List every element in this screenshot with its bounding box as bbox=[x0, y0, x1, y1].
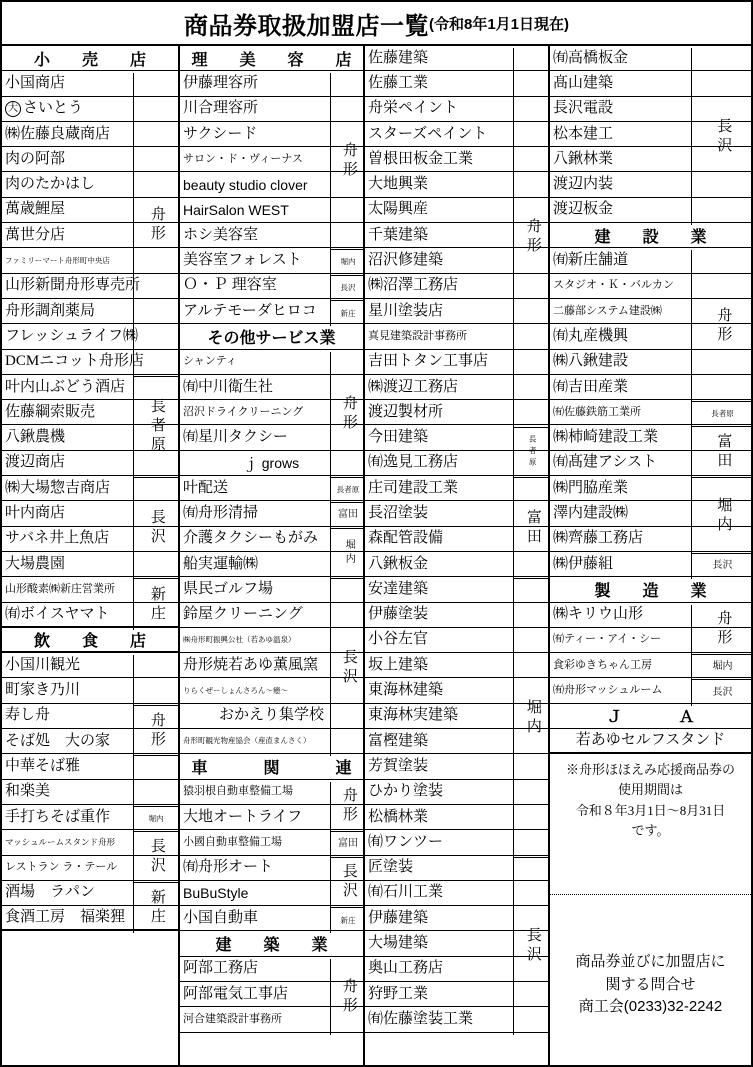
store-name: 山形酸素㈱新庄営業所 bbox=[5, 582, 115, 595]
store-name: ㈲ボイスヤマト bbox=[5, 605, 110, 622]
store-name: おかえり集学校 bbox=[218, 707, 324, 724]
store-name: シャンティ bbox=[183, 355, 237, 368]
region-label bbox=[514, 428, 550, 479]
store-name: 萬歳鯉屋 bbox=[5, 201, 66, 218]
region-label bbox=[514, 48, 550, 428]
region-label bbox=[331, 579, 365, 756]
store-name: 真見建築設計事務所 bbox=[368, 329, 467, 342]
region-label bbox=[692, 655, 753, 680]
store-name: ㈲石川工業 bbox=[368, 884, 444, 901]
region-column bbox=[330, 73, 365, 326]
store-name: ㈱舟形町振興公社（若あゆ温泉） bbox=[183, 635, 296, 645]
note-line: 令和８年3月1日〜8月31日 bbox=[575, 802, 726, 818]
section-header-food: 飲 食 店 bbox=[2, 628, 178, 653]
store-name: 猿羽根自動車整備工場 bbox=[183, 785, 293, 798]
region-label-text: 長沢 bbox=[712, 686, 733, 698]
region-label bbox=[331, 352, 365, 479]
region-label bbox=[134, 756, 178, 807]
store-name: 大地オートライフ bbox=[183, 808, 303, 825]
region-label-text: 堀内 bbox=[340, 257, 356, 267]
region-label bbox=[134, 478, 178, 579]
column1-filler bbox=[2, 931, 178, 1065]
store-name: 伊藤理容所 bbox=[183, 74, 259, 91]
region-column bbox=[691, 48, 753, 225]
region-label-text: 新庄 bbox=[340, 915, 356, 925]
section-header-architecture: 建 築 業 bbox=[180, 931, 363, 956]
region-label bbox=[331, 276, 365, 301]
store-name: マッシュルームスタンド舟形 bbox=[5, 837, 115, 848]
region-label-text: 富田 bbox=[524, 509, 541, 548]
store-name: 町家き乃川 bbox=[5, 682, 81, 699]
region-label bbox=[692, 427, 753, 478]
page-title bbox=[2, 2, 751, 46]
store-name: 星川塗装店 bbox=[368, 302, 444, 319]
store-name: 八鍬農機 bbox=[5, 429, 66, 446]
store-name: 渡辺製材所 bbox=[368, 403, 444, 420]
store-name: サバネ井上魚店 bbox=[5, 530, 110, 547]
store-name: ㈱柿崎建設工業 bbox=[553, 429, 659, 446]
region-label bbox=[331, 250, 365, 275]
store-name: 松本建工 bbox=[553, 125, 614, 142]
store-name: 大場建築 bbox=[368, 935, 429, 952]
table-row bbox=[550, 729, 751, 754]
store-name: ㈲舟形マッシュルーム bbox=[553, 684, 663, 697]
region-label-text: 富田 bbox=[715, 433, 732, 472]
store-name: 太陽興産 bbox=[368, 201, 429, 218]
store-name: 介護タクシーもがみ bbox=[183, 530, 319, 547]
region-label bbox=[134, 655, 178, 706]
region-label-text: 舟形 bbox=[715, 306, 732, 345]
region-column bbox=[513, 48, 550, 1035]
region-label bbox=[692, 402, 753, 427]
store-name: 和楽美 bbox=[5, 783, 51, 800]
region-label bbox=[134, 706, 178, 757]
store-name: ㈱キリウ山形 bbox=[553, 606, 644, 623]
region-label-text: 長沢 bbox=[148, 838, 165, 877]
region-label-text: 長者原 bbox=[711, 409, 734, 419]
store-name: 沼沢修建築 bbox=[368, 252, 444, 269]
region-label-text: 新庄 bbox=[340, 308, 356, 318]
store-name: 大 さいとう bbox=[2, 97, 178, 121]
store-name: ㈲ティー・アイ・シー bbox=[553, 633, 662, 646]
region-label bbox=[134, 883, 178, 934]
region-label-text: 富田 bbox=[338, 509, 358, 521]
store-name: beauty studio clover bbox=[183, 176, 308, 193]
region-label-text: 舟形 bbox=[148, 711, 165, 750]
region-label bbox=[331, 503, 365, 528]
region-label bbox=[514, 478, 550, 579]
region-label-text: 長者原 bbox=[336, 485, 360, 495]
store-name: 小國自動車整備工場 bbox=[183, 835, 282, 848]
region-label bbox=[134, 377, 178, 478]
store-name: ㈲新庄舗道 bbox=[553, 252, 629, 269]
region-label-text: 長沢 bbox=[148, 509, 165, 548]
region-label bbox=[514, 579, 550, 857]
region-label bbox=[331, 782, 365, 833]
store-name: 東海林建築 bbox=[368, 682, 444, 699]
store-name: ㈲佐藤鉄筋工業所 bbox=[553, 405, 641, 418]
note-line: 使用期間は bbox=[617, 782, 683, 798]
region-label bbox=[331, 529, 365, 580]
store-name: 佐藤綱索販売 bbox=[5, 403, 96, 420]
store-name: ㈱門脇産業 bbox=[553, 479, 629, 496]
store-name: 坂上建築 bbox=[368, 656, 429, 673]
store-name: 河合建築設計事務所 bbox=[183, 1012, 282, 1025]
store-name: Ｏ・Ｐ 理容室 bbox=[183, 277, 277, 294]
store-name: 大地興業 bbox=[368, 176, 429, 193]
contact-line: 商工会(0233)32-2242 bbox=[578, 998, 723, 1016]
store-name: 小国川観光 bbox=[5, 656, 81, 673]
store-name: 川合理容所 bbox=[183, 100, 259, 117]
store-name: ㈲逸見工務店 bbox=[368, 454, 459, 471]
store-name: 吉田トタン工事店 bbox=[368, 353, 489, 370]
region-column bbox=[330, 959, 365, 1035]
region-label-text: 堀内 bbox=[712, 661, 733, 673]
store-name: 山形新聞舟形専売所 bbox=[5, 277, 141, 294]
store-name: 肉のたかはし bbox=[5, 176, 96, 193]
region-label bbox=[134, 73, 178, 377]
region-label-text: 舟形 bbox=[524, 218, 541, 257]
store-name: 東海林実建築 bbox=[368, 707, 459, 724]
store-name: 若あゆセルフスタンド bbox=[575, 732, 726, 749]
region-label bbox=[134, 832, 178, 883]
contact-line: 関する問合せ bbox=[605, 975, 696, 993]
region-label-text: 新庄 bbox=[148, 889, 165, 928]
region-label-text: 堀内 bbox=[715, 496, 732, 535]
section-header-construction: 建 設 業 bbox=[550, 223, 751, 248]
region-label bbox=[134, 807, 178, 832]
store-name: ㈲中川衛生社 bbox=[183, 378, 274, 395]
section-header-beauty: 理 美 容 店 bbox=[180, 46, 363, 71]
column2-filler bbox=[180, 1033, 363, 1065]
store-name: ㈱渡辺工務店 bbox=[368, 378, 459, 395]
store-name: 長沼塗装 bbox=[368, 504, 429, 521]
region-label-text: 長沢 bbox=[340, 282, 356, 292]
store-name: 大場農園 bbox=[5, 555, 66, 572]
store-name: ㈲丸産機興 bbox=[553, 327, 629, 344]
region-label-text: 富田 bbox=[338, 838, 358, 850]
region-label-text: 舟形 bbox=[148, 205, 165, 244]
region-label-text: 舟形 bbox=[715, 610, 732, 649]
page-title-sub: (令和8年1月1日現在) bbox=[428, 15, 570, 33]
store-name: 今田建築 bbox=[368, 429, 429, 446]
store-name: 肉の阿部 bbox=[5, 150, 66, 167]
store-name: 萬世分店 bbox=[5, 226, 66, 243]
store-name: ㈲ワンツー bbox=[368, 833, 444, 850]
store-name: ㈲佐藤塗装工業 bbox=[368, 1010, 474, 1027]
region-label bbox=[331, 73, 365, 250]
region-column bbox=[133, 73, 178, 630]
store-name: 小国商店 bbox=[5, 74, 66, 91]
region-column bbox=[691, 250, 753, 579]
region-label-text: 堀内 bbox=[524, 698, 541, 737]
store-name: DCMニコット舟形店 bbox=[5, 353, 144, 370]
store-name: 匠塗装 bbox=[368, 859, 414, 876]
region-label bbox=[331, 908, 365, 933]
section-header-ja: Ｊ Ａ bbox=[550, 704, 751, 729]
store-name: 舟形焼若あゆ薫風窯 bbox=[183, 656, 319, 673]
store-name: 舟形調剤薬局 bbox=[5, 302, 96, 319]
store-name: 庄司建設工業 bbox=[368, 479, 459, 496]
store-name: 船実運輸㈱ bbox=[183, 555, 259, 572]
store-name: ㈲吉田産業 bbox=[553, 378, 629, 395]
region-column bbox=[691, 605, 753, 706]
store-name: ひかり塗装 bbox=[368, 783, 444, 800]
store-name: 美容室フォレスト bbox=[183, 252, 302, 269]
region-label bbox=[514, 858, 550, 1035]
region-label bbox=[692, 605, 753, 656]
region-label-text: 堀内 bbox=[148, 814, 164, 823]
directory-columns bbox=[2, 46, 751, 1065]
region-label bbox=[331, 959, 365, 1035]
note-line: ※舟形ほほえみ応援商品券の bbox=[565, 762, 735, 778]
contact-line: 商品券並びに加盟店に bbox=[575, 953, 726, 971]
store-name: 伊藤塗装 bbox=[368, 606, 429, 623]
region-label bbox=[692, 250, 753, 402]
column3-filler bbox=[365, 1033, 548, 1065]
region-column bbox=[330, 352, 365, 757]
region-label-text: 新庄 bbox=[148, 585, 165, 624]
store-name: 狩野工業 bbox=[368, 985, 429, 1002]
store-name: ㈲髙建アシスト bbox=[553, 454, 657, 471]
region-label bbox=[331, 478, 365, 503]
store-name: ㈱伊藤組 bbox=[553, 555, 614, 572]
store-name: 芳賀塗装 bbox=[368, 757, 429, 774]
store-name: ㈲舟形オート bbox=[183, 859, 274, 876]
region-column bbox=[133, 655, 178, 933]
region-label-text: 長沢 bbox=[340, 648, 357, 687]
region-label-text: 長沢 bbox=[712, 560, 733, 572]
store-name: 小谷左官 bbox=[368, 631, 429, 648]
store-name: りらくぜーしょんさろん〜癒〜 bbox=[183, 685, 288, 695]
store-name: 舟栄ペイント bbox=[368, 100, 459, 117]
region-label bbox=[331, 858, 365, 909]
store-name: BuBuStyle bbox=[183, 884, 249, 901]
store-name: 手打ちそば重作 bbox=[5, 808, 111, 825]
section-header-manufacturing: 製 造 業 bbox=[550, 577, 751, 602]
store-name: ㈱佐藤良蔵商店 bbox=[5, 125, 111, 142]
store-name: ファミリーマート舟形町中央店 bbox=[5, 255, 110, 265]
store-name: 阿部工務店 bbox=[183, 960, 259, 977]
store-name: そば処 大の家 bbox=[5, 732, 111, 749]
note-line: です。 bbox=[631, 822, 670, 838]
store-name: 渡辺板金 bbox=[553, 201, 614, 218]
store-name: 食酒工房 福楽狸 bbox=[5, 909, 126, 926]
store-name: 八鍬板金 bbox=[368, 555, 429, 572]
store-name: 富樫建築 bbox=[368, 732, 429, 749]
store-name: 食彩ゆきちゃん工房 bbox=[553, 658, 652, 671]
region-label-text: 舟形 bbox=[340, 142, 357, 181]
ja-list bbox=[550, 729, 751, 754]
contact-note bbox=[550, 894, 751, 1019]
store-name: ㈱沼澤工務店 bbox=[368, 277, 459, 294]
store-name: ｊ grows bbox=[243, 454, 300, 471]
store-name: 佐藤建築 bbox=[368, 49, 429, 66]
usage-period-note bbox=[550, 754, 751, 894]
section-header-retail: 小 売 店 bbox=[2, 46, 178, 71]
store-name: 髙山建築 bbox=[553, 74, 614, 91]
store-name: 二藤部システム建設㈱ bbox=[553, 304, 662, 317]
region-label bbox=[134, 579, 178, 630]
store-name: 千葉建築 bbox=[368, 226, 429, 243]
store-name: 八鍬林業 bbox=[553, 150, 614, 167]
store-name: ㈲星川タクシー bbox=[183, 429, 289, 446]
region-label bbox=[331, 832, 365, 857]
store-name: 澤内建設㈱ bbox=[553, 504, 629, 521]
store-name: 沼沢ドライクリーニング bbox=[183, 405, 304, 418]
store-name: ホシ美容室 bbox=[183, 226, 259, 243]
region-label-text: 長沢 bbox=[524, 927, 541, 966]
region-label bbox=[692, 680, 753, 705]
store-name: 小国自動車 bbox=[183, 909, 259, 926]
region-label-text: 長者原 bbox=[148, 398, 165, 456]
store-name: 叶内山ぶどう酒店 bbox=[5, 378, 126, 395]
store-name: 安達建築 bbox=[368, 580, 429, 597]
store-name: 渡辺内装 bbox=[553, 176, 614, 193]
store-name: スタジオ・Ｋ・バルカン bbox=[553, 279, 674, 292]
region-label-text: 長者原 bbox=[528, 435, 538, 470]
store-name: 県民ゴルフ場 bbox=[183, 580, 274, 597]
section-header-other-service: その他サービス業 bbox=[180, 324, 363, 349]
region-label bbox=[331, 301, 365, 326]
region-label-text: 舟形 bbox=[340, 977, 357, 1016]
store-name: ㈲舟形清掃 bbox=[183, 504, 259, 521]
maru-dai-icon: 大 bbox=[5, 101, 21, 117]
store-name: レストラン ラ・テール bbox=[5, 861, 118, 874]
region-label bbox=[692, 478, 753, 554]
store-name: 寿し舟 bbox=[5, 707, 51, 724]
section-header-car: 車 関 連 bbox=[180, 754, 363, 779]
store-name: 舟形町観光物産協会（産直まんさく） bbox=[183, 736, 311, 746]
region-label-text: 長沢 bbox=[340, 863, 357, 902]
store-name: 叶内商店 bbox=[5, 504, 66, 521]
store-name: ㈱大場惣吉商店 bbox=[5, 479, 111, 496]
store-name: 渡辺商店 bbox=[5, 454, 66, 471]
store-name: 酒場 ラパン bbox=[5, 884, 96, 901]
region-label-text: 舟形 bbox=[340, 395, 357, 434]
store-name: 叶配送 bbox=[183, 479, 229, 496]
store-name: 長沢電設 bbox=[553, 100, 614, 117]
store-name: ㈲高橋板金 bbox=[553, 49, 629, 66]
region-label bbox=[692, 48, 753, 225]
store-name: 松橋林業 bbox=[368, 808, 429, 825]
store-name: 佐藤工業 bbox=[368, 74, 429, 91]
region-label bbox=[692, 554, 753, 579]
region-label-text: 長沢 bbox=[715, 117, 732, 156]
store-name: HairSalon WEST bbox=[183, 201, 289, 218]
store-name: ㈱齊藤工務店 bbox=[553, 530, 644, 547]
store-name: アルテモーダヒロコ bbox=[183, 302, 317, 319]
region-label-text: 堀内 bbox=[343, 539, 355, 568]
store-name: 曽根田板金工業 bbox=[368, 150, 474, 167]
store-name: 奥山工務店 bbox=[368, 960, 444, 977]
store-name: 森配管設備 bbox=[368, 530, 444, 547]
store-name: サクシード bbox=[183, 125, 258, 142]
page-title-main: 商品券取扱加盟店一覧 bbox=[183, 12, 429, 40]
store-name: ㈱八鍬建設 bbox=[553, 353, 629, 370]
store-name: 鈴屋クリーニング bbox=[183, 606, 303, 623]
region-label-text: 舟形 bbox=[340, 787, 357, 826]
store-name: サロン・ド・ヴィーナス bbox=[183, 152, 303, 165]
store-name: スターズペイント bbox=[368, 125, 488, 142]
store-name: フレッシュライフ㈱ bbox=[5, 327, 139, 344]
region-column bbox=[330, 782, 365, 934]
store-name: 伊藤建築 bbox=[368, 909, 429, 926]
store-name: 阿部電気工事店 bbox=[183, 985, 289, 1002]
store-name: 中華そば雅 bbox=[5, 757, 81, 774]
